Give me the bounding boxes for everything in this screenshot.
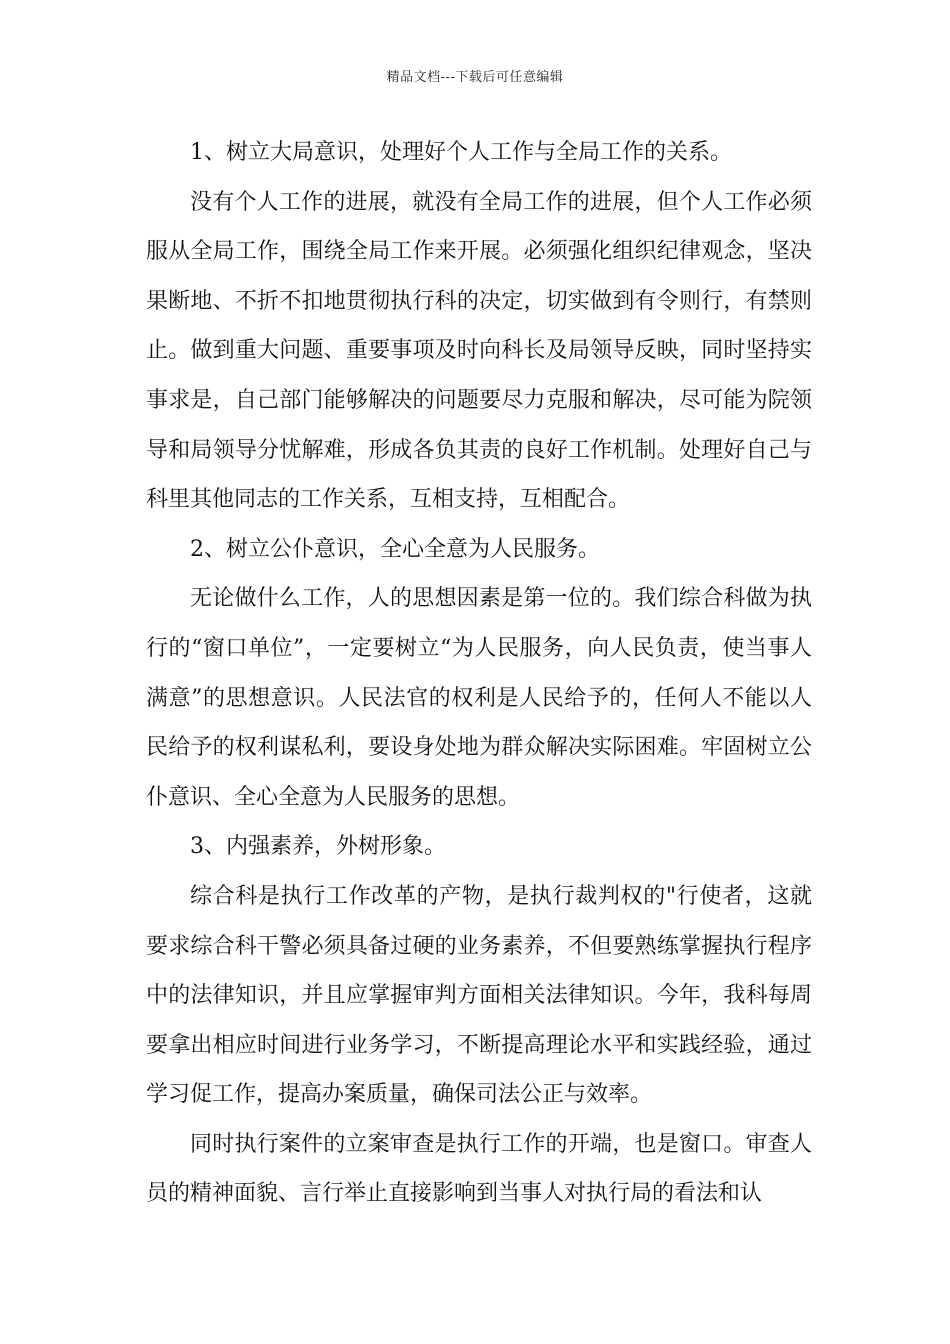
body-paragraph: 没有个人工作的进展，就没有全局工作的进展，但个人工作必须服从全局工作，围绕全局工作来开展。必须强化组织纪律观念，坚决果断地、不折不扣地贯彻执行科的决定，切实做到有令则行，有禁则止。做到重大问题、重要事项及时向科长及局领导反映，同时坚持实事求是，自己部门能够解决的问题要尽力克服和解决，尽可能为院领导和局领导分忧解难，形成各负其责的良好工作机制。处理好自己与科里其他同志的工作关系，互相支持，互相配合。 bbox=[146, 189, 812, 513]
body-paragraph: 同时执行案件的立案审查是执行工作的开端，也是窗口。审查人员的精神面貌、言行举止直接影响到当事人对执行局的看法和认 bbox=[146, 1131, 812, 1207]
body-paragraph: 无论做什么工作，人的思想因素是第一位的。我们综合科做为执行的“窗口单位”，一定要树立“为人民服务，向人民负责，使当事人满意”的思想意识。人民法官的权利是人民给予的，任何人不能以人民给予的权利谋私利，要设身处地为群众解决实际困难。牢固树立公仆意识、全心全意为人民服务的思想。 bbox=[146, 586, 812, 810]
document-body bbox=[146, 128, 812, 1219]
page-header: 精品文档---下载后可任意编辑 bbox=[386, 70, 564, 85]
heading-item-1: 1、树立大局意识，处理好个人工作与全局工作的关系。 bbox=[190, 140, 732, 165]
heading-item-3: 3、内强素养，外树形象。 bbox=[190, 834, 446, 860]
heading-item-2: 2、树立公仆意识，全心全意为人民服务。 bbox=[190, 536, 600, 562]
body-paragraph: 综合科是执行工作改革的产物，是执行裁判权的"行使者，这就要求综合科干警必须具备过硬的业务素养，不但要熟练掌握执行程序中的法律知识，并且应掌握审判方面相关法律知识。今年，我科每周要拿出相应时间进行业务学习，不断提高理论水平和实践经验，通过学习促工作，提高办案质量，确保司法公正与效率。 bbox=[146, 883, 812, 1108]
